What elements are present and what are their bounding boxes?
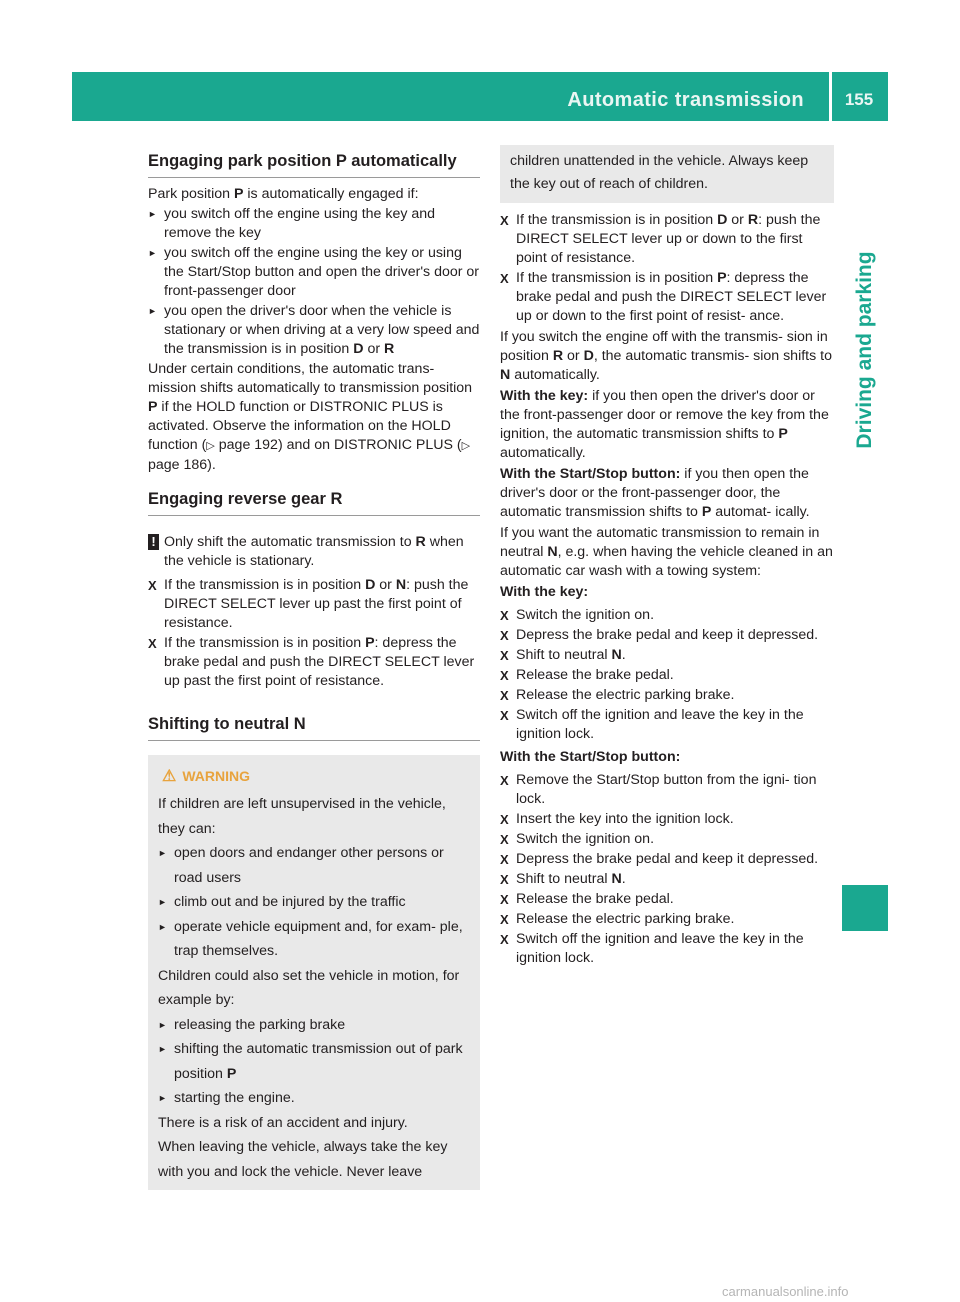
warning-box <box>148 755 480 1190</box>
step-icon: X <box>500 688 509 703</box>
step-item: X Switch the ignition on. <box>500 607 655 623</box>
step-item: X Insert the key into the ignition lock. <box>500 811 734 827</box>
list-item: ► releasing the parking brake <box>158 1013 473 1038</box>
header-divider <box>829 72 832 121</box>
step-icon: X <box>500 832 509 847</box>
bullet-icon: ► <box>158 1019 167 1030</box>
auto-shift-paragraph: Under certain conditions, the automatic trans- mission shifts automatically to transmission position P if the HOLD function or DISTRONIC PLUS is activated. Observe the information on the HOLD function (▷ page 192) and on DISTRONIC PLUS (▷ page 186). <box>148 361 473 473</box>
warning-text: children unattended in the vehicle. Always keep the key out of reach of children. <box>510 153 809 192</box>
warning-text: Children could also set the vehicle in motion, for example by: <box>158 967 460 1008</box>
step-icon: X <box>500 852 509 867</box>
bullet-icon: ► <box>148 209 157 219</box>
warning-text: If children are left unsupervised in the vehicle, they can: <box>158 796 446 837</box>
warning-heading: ⚠ WARNING <box>162 768 251 785</box>
step-item: X Release the brake pedal. <box>500 891 674 907</box>
chapter-tab <box>842 245 888 455</box>
step-item: X If the transmission is in position D or N: push the DIRECT SELECT lever up past the first point of resistance. <box>148 577 469 631</box>
step-icon: X <box>500 648 509 663</box>
step-icon: X <box>500 213 509 228</box>
warning-box-continued <box>500 145 834 203</box>
list-item: ► starting the engine. <box>158 1086 473 1111</box>
step-item: X If the transmission is in position P: depress the brake pedal and push the DIRECT SELECT lever up past the first point of resistance. <box>148 635 475 689</box>
subheading-start-stop: With the Start/Stop button: <box>500 749 681 765</box>
page-header-title: Automatic transmission <box>567 89 804 111</box>
list-item: ► operate vehicle equipment and, for exam- ple, trap themselves. <box>158 915 473 964</box>
page-number: 155 <box>844 90 874 109</box>
subheading-with-key: With the key: <box>500 584 589 600</box>
step-icon: X <box>500 271 509 286</box>
list-item: ► you switch off the engine using the key and remove the key <box>148 206 436 241</box>
list-item: ► shifting the automatic transmission out of park position P <box>158 1037 473 1086</box>
step-item: X Release the electric parking brake. <box>500 911 735 927</box>
watermark: carmanualsonline.info <box>722 1284 849 1299</box>
bullet-icon: ► <box>148 306 157 316</box>
step-icon: X <box>500 812 509 827</box>
step-item: X Release the electric parking brake. <box>500 687 735 703</box>
park-intro: Park position P is automatically engaged if: <box>148 186 419 202</box>
page-ref-icon: ▷ <box>206 440 215 452</box>
right-column <box>500 150 834 969</box>
step-icon: X <box>500 773 509 788</box>
bullet-icon: ► <box>158 1093 167 1103</box>
section-title-park-position: Engaging park position P automatically <box>148 150 480 178</box>
paragraph: With the key: if you then open the driver's door or the front-passenger door or remove the key from the ignition, the automatic transmission shifts to P automatically. <box>500 388 829 461</box>
chapter-marker <box>842 885 888 931</box>
list-item: ► climb out and be injured by the traffic <box>158 890 473 915</box>
step-icon: X <box>148 578 157 593</box>
warning-text: When leaving the vehicle, always take the key with you and lock the vehicle. Never leave <box>158 1139 448 1180</box>
header-bar <box>72 72 888 121</box>
step-item: X If the transmission is in position P: depress the brake pedal and push the DIRECT SELECT lever up or down to the first point of resist- ance. <box>500 270 827 324</box>
step-icon: X <box>500 608 509 623</box>
step-item: X Switch the ignition on. <box>500 831 655 847</box>
left-column <box>148 150 480 1190</box>
step-item: X Release the brake pedal. <box>500 667 674 683</box>
step-icon: X <box>148 636 157 651</box>
step-item: X Switch off the ignition and leave the key in the ignition lock. <box>500 707 804 742</box>
bullet-icon: ► <box>158 921 167 932</box>
paragraph: With the Start/Stop button: if you then open the driver's door or the front-passenger door, the automatic transmission shifts to P automat- ically. <box>500 466 810 520</box>
step-item: X Depress the brake pedal and keep it depressed. <box>500 627 819 643</box>
step-icon: X <box>500 708 509 723</box>
list-item: ► you open the driver's door when the vehicle is stationary or when driving at a very low speed and the transmission is in position D or R <box>148 303 480 357</box>
list-item: ► you switch off the engine using the key or using the Start/Stop button and open the driver's door or front-passenger door <box>148 245 480 299</box>
step-icon: X <box>500 892 509 907</box>
bullet-icon: ► <box>158 897 167 907</box>
step-item: X Switch off the ignition and leave the key in the ignition lock. <box>500 931 804 966</box>
step-item: X Shift to neutral N. <box>500 871 626 887</box>
notice: ! Only shift the automatic transmission to R when the vehicle is stationary. <box>148 533 480 571</box>
chapter-tab-label: Driving and parking <box>853 251 876 449</box>
bullet-icon: ► <box>148 248 157 258</box>
step-item: X Depress the brake pedal and keep it depressed. <box>500 851 819 867</box>
step-icon: X <box>500 668 509 683</box>
paragraph: If you want the automatic transmission to remain in neutral N, e.g. when having the vehicle cleaned in an automatic car wash with a towing system: <box>500 525 833 579</box>
step-icon: X <box>500 628 509 643</box>
exclamation-icon: ! <box>148 534 159 550</box>
bullet-icon: ► <box>158 848 167 858</box>
warning-triangle-icon: ⚠ <box>162 768 177 785</box>
start-stop-steps <box>500 771 834 968</box>
step-item: X Shift to neutral N. <box>500 647 626 663</box>
step-item: X Remove the Start/Stop button from the igni- tion lock. <box>500 772 817 807</box>
step-icon: X <box>500 932 509 947</box>
step-icon: X <box>500 912 509 927</box>
step-item: X If the transmission is in position D or R: push the DIRECT SELECT lever up or down to the first point of resistance. <box>500 212 821 266</box>
warning-text: There is a risk of an accident and injury. <box>158 1114 408 1131</box>
list-item: ► open doors and endanger other persons or road users <box>158 841 473 890</box>
section-title-neutral: Shifting to neutral N <box>148 713 480 741</box>
step-icon: X <box>500 872 509 887</box>
paragraph: If you switch the engine off with the transmis- sion in position R or D, the automatic transmis- sion shifts to N automatically. <box>500 329 832 383</box>
page-ref-icon: ▷ <box>461 440 471 452</box>
section-title-reverse-gear: Engaging reverse gear R <box>148 488 480 516</box>
bullet-icon: ► <box>158 1044 167 1054</box>
key-steps <box>500 606 834 744</box>
